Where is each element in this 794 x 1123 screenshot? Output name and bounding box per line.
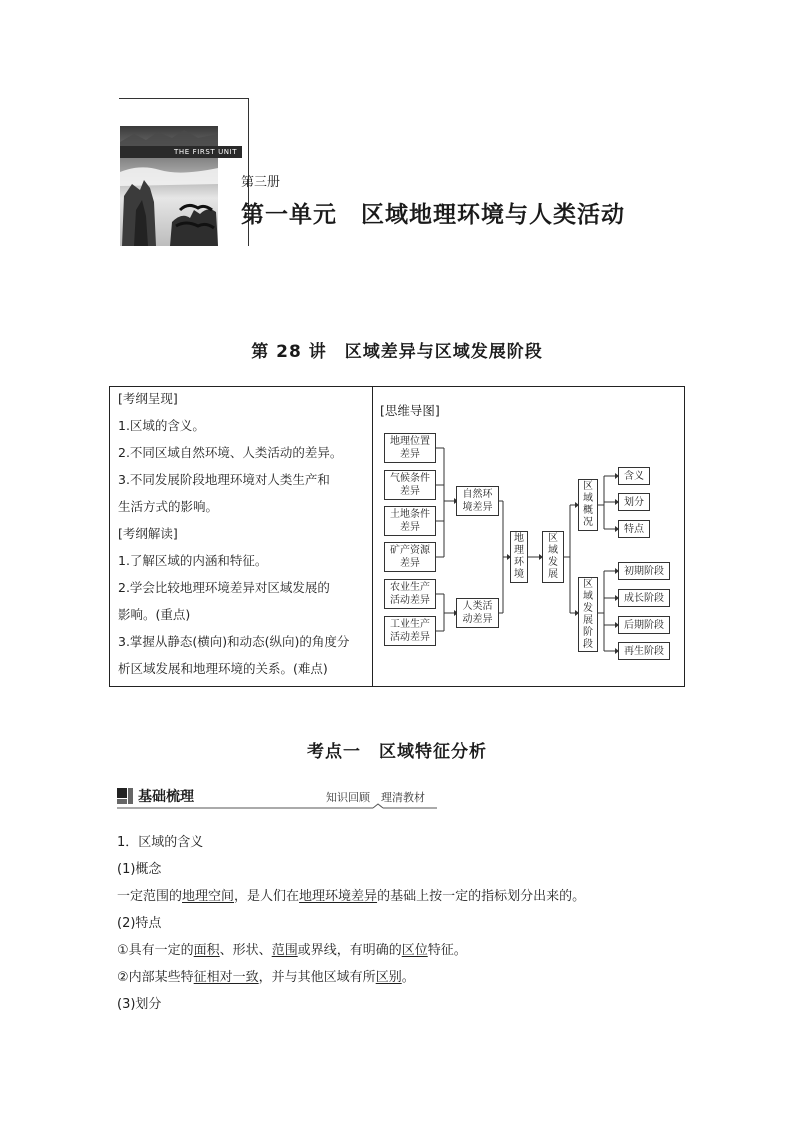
feature-text-part: ①具有一定的 bbox=[117, 943, 194, 958]
feature-keyword: 区位 bbox=[401, 943, 428, 958]
basic-review-icon bbox=[117, 788, 133, 804]
feature-text-part: ，并与其他区域有所 bbox=[258, 970, 376, 985]
mindmap-node-climate: 气候条件 差异 bbox=[384, 470, 436, 500]
outline-table bbox=[109, 386, 685, 687]
mindmap-node-minerals: 矿产资源 差异 bbox=[384, 542, 436, 572]
outline-line: 析区域发展和地理环境的关系。(难点) bbox=[118, 661, 328, 676]
outline-line: [考纲呈现] bbox=[118, 391, 178, 406]
feature-2 bbox=[117, 966, 415, 985]
volume-label: 第三册 bbox=[241, 175, 281, 190]
outline-line: 影响。(重点) bbox=[118, 607, 191, 622]
feature-text-part: 。 bbox=[401, 970, 415, 985]
division-label: (3)划分 bbox=[117, 997, 162, 1012]
concept-keyword: 地理环境差异 bbox=[299, 889, 378, 904]
mindmap-node-division: 划分 bbox=[618, 493, 650, 511]
mindmap-node-feature: 特点 bbox=[618, 520, 650, 538]
outline-line: [考纲解读] bbox=[118, 526, 178, 541]
feature-text-part: 或界线，有明确的 bbox=[297, 943, 402, 958]
concept-label: (1)概念 bbox=[117, 862, 162, 877]
mindmap-node-location: 地理位置 差异 bbox=[384, 433, 436, 463]
feature-keyword: 面积 bbox=[193, 943, 220, 958]
section-title: 考点一 区域特征分析 bbox=[307, 742, 487, 762]
mindmap-node-regional-dev: 区 域 发 展 bbox=[542, 531, 564, 583]
concept-text-part: 一定范围的 bbox=[117, 889, 183, 904]
feature-1 bbox=[117, 939, 467, 958]
feature-text-part: 特征。 bbox=[427, 943, 467, 958]
unit-band: THE FIRST UNIT bbox=[120, 146, 242, 158]
mindmap-node-land: 土地条件 差异 bbox=[384, 506, 436, 536]
mindmap-node-human-activity: 人类活 动差异 bbox=[456, 598, 499, 628]
unit-title: 第一单元 区域地理环境与人类活动 bbox=[241, 202, 625, 228]
concept-text-part: 的基础上按一定的指标划分出来的。 bbox=[377, 889, 586, 904]
mindmap-node-industry: 工业生产 活动差异 bbox=[384, 616, 436, 646]
outline-line: 2.学会比较地理环境差异对区域发展的 bbox=[118, 580, 330, 595]
outline-line: 生活方式的影响。 bbox=[118, 499, 219, 514]
feature-keyword: 征相对一致 bbox=[193, 970, 259, 985]
heading-region-meaning: 1．区域的含义 bbox=[117, 835, 204, 850]
lecture-title: 第 28 讲 区域差异与区域发展阶段 bbox=[251, 342, 543, 362]
outline-line: 2.不同区域自然环境、人类活动的差异。 bbox=[118, 445, 343, 460]
outline-line: 1.区域的含义。 bbox=[118, 418, 205, 433]
mindmap-node-stage-late: 后期阶段 bbox=[618, 616, 670, 634]
concept-text-part: ，是人们在 bbox=[234, 889, 300, 904]
basic-review-label: 基础梳理 bbox=[138, 789, 194, 805]
feature-label: (2)特点 bbox=[117, 916, 162, 931]
outline-line: 1.了解区域的内涵和特征。 bbox=[118, 553, 268, 568]
feature-text-part: 、形状、 bbox=[219, 943, 272, 958]
mindmap-node-geo-env: 地 理 环 境 bbox=[510, 531, 528, 583]
mindmap-node-agriculture: 农业生产 活动差异 bbox=[384, 579, 436, 609]
concept-text bbox=[117, 885, 585, 904]
mindmap-node-stage-regeneration: 再生阶段 bbox=[618, 642, 670, 660]
mindmap-node-overview: 区 域 概 况 bbox=[578, 479, 598, 531]
mindmap-node-stage-growth: 成长阶段 bbox=[618, 589, 670, 607]
outline-line: 3.不同发展阶段地理环境对人类生产和 bbox=[118, 472, 330, 487]
mindmap-node-dev-stage: 区 域 发 展 阶 段 bbox=[578, 577, 598, 652]
feature-keyword: 范围 bbox=[271, 943, 298, 958]
unit-cover-photo bbox=[120, 126, 218, 246]
feature-keyword: 区别 bbox=[375, 970, 402, 985]
mindmap-heading: [思维导图] bbox=[380, 403, 440, 418]
basic-review-hint: 知识回顾 理清教材 bbox=[326, 791, 425, 804]
outline-line: 3.掌握从静态(横向)和动态(纵向)的角度分 bbox=[118, 634, 350, 649]
mindmap-node-stage-initial: 初期阶段 bbox=[618, 562, 670, 580]
concept-keyword: 地理空间 bbox=[182, 889, 235, 904]
mindmap-node-natural-env: 自然环 境差异 bbox=[456, 486, 499, 516]
mindmap-node-meaning: 含义 bbox=[618, 467, 650, 485]
feature-text-part: ②内部某些特 bbox=[117, 970, 194, 985]
